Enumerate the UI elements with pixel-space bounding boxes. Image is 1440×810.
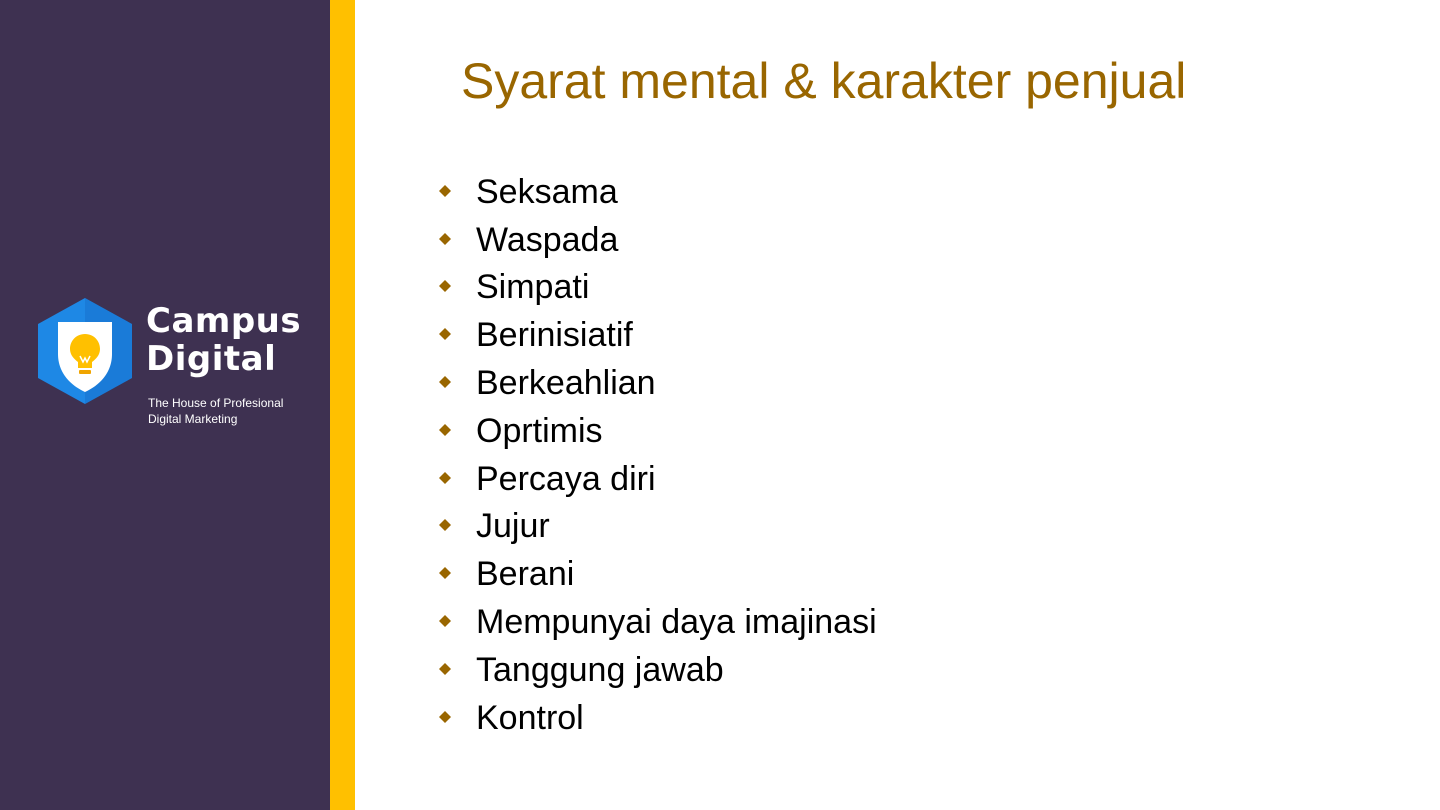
diamond-bullet-icon <box>437 326 453 342</box>
bullet-text: Berkeahlian <box>476 364 656 403</box>
bullet-text: Percaya diri <box>476 459 656 498</box>
bullet-text: Seksama <box>476 172 618 211</box>
bullet-item <box>437 455 877 503</box>
diamond-bullet-icon <box>437 709 453 725</box>
bullet-item <box>437 168 877 216</box>
bullet-item <box>437 598 877 646</box>
diamond-bullet-icon <box>437 661 453 677</box>
bullet-item <box>437 503 877 551</box>
bullet-text: Berinisiatif <box>476 316 633 355</box>
slide-title: Syarat mental & karakter penjual <box>461 53 1187 109</box>
diamond-bullet-icon <box>437 422 453 438</box>
bullet-text: Jujur <box>476 507 550 546</box>
bullet-item <box>437 646 877 694</box>
campus-digital-logo <box>36 296 316 436</box>
bullet-item <box>437 694 877 742</box>
bullet-text: Tanggung jawab <box>476 650 724 689</box>
diamond-bullet-icon <box>437 374 453 390</box>
bullet-text: Mempunyai daya imajinasi <box>476 603 877 642</box>
bullet-text: Oprtimis <box>476 411 603 450</box>
bullet-text: Kontrol <box>476 698 584 737</box>
diamond-bullet-icon <box>437 517 453 533</box>
bullet-item <box>437 216 877 264</box>
bullet-item <box>437 407 877 455</box>
logo-tagline-line2: Digital Marketing <box>148 412 238 426</box>
accent-bar <box>330 0 355 810</box>
logo-wordmark <box>146 302 301 378</box>
diamond-bullet-icon <box>437 183 453 199</box>
bullet-item <box>437 550 877 598</box>
logo-tagline-line1: The House of Profesional <box>148 396 284 410</box>
logo-tagline <box>148 395 283 427</box>
bullet-text: Waspada <box>476 220 619 259</box>
logo-name-line2: Digital <box>146 339 277 379</box>
bullet-item <box>437 264 877 312</box>
diamond-bullet-icon <box>437 278 453 294</box>
sidebar-panel <box>0 0 330 810</box>
diamond-bullet-icon <box>437 470 453 486</box>
diamond-bullet-icon <box>437 565 453 581</box>
lightbulb-shield-icon <box>36 296 134 406</box>
bullet-text: Simpati <box>476 268 590 307</box>
bullet-list <box>437 168 877 742</box>
diamond-bullet-icon <box>437 231 453 247</box>
bullet-item <box>437 311 877 359</box>
logo-name-line1: Campus <box>146 301 302 341</box>
bullet-item <box>437 359 877 407</box>
diamond-bullet-icon <box>437 613 453 629</box>
bullet-text: Berani <box>476 555 575 594</box>
